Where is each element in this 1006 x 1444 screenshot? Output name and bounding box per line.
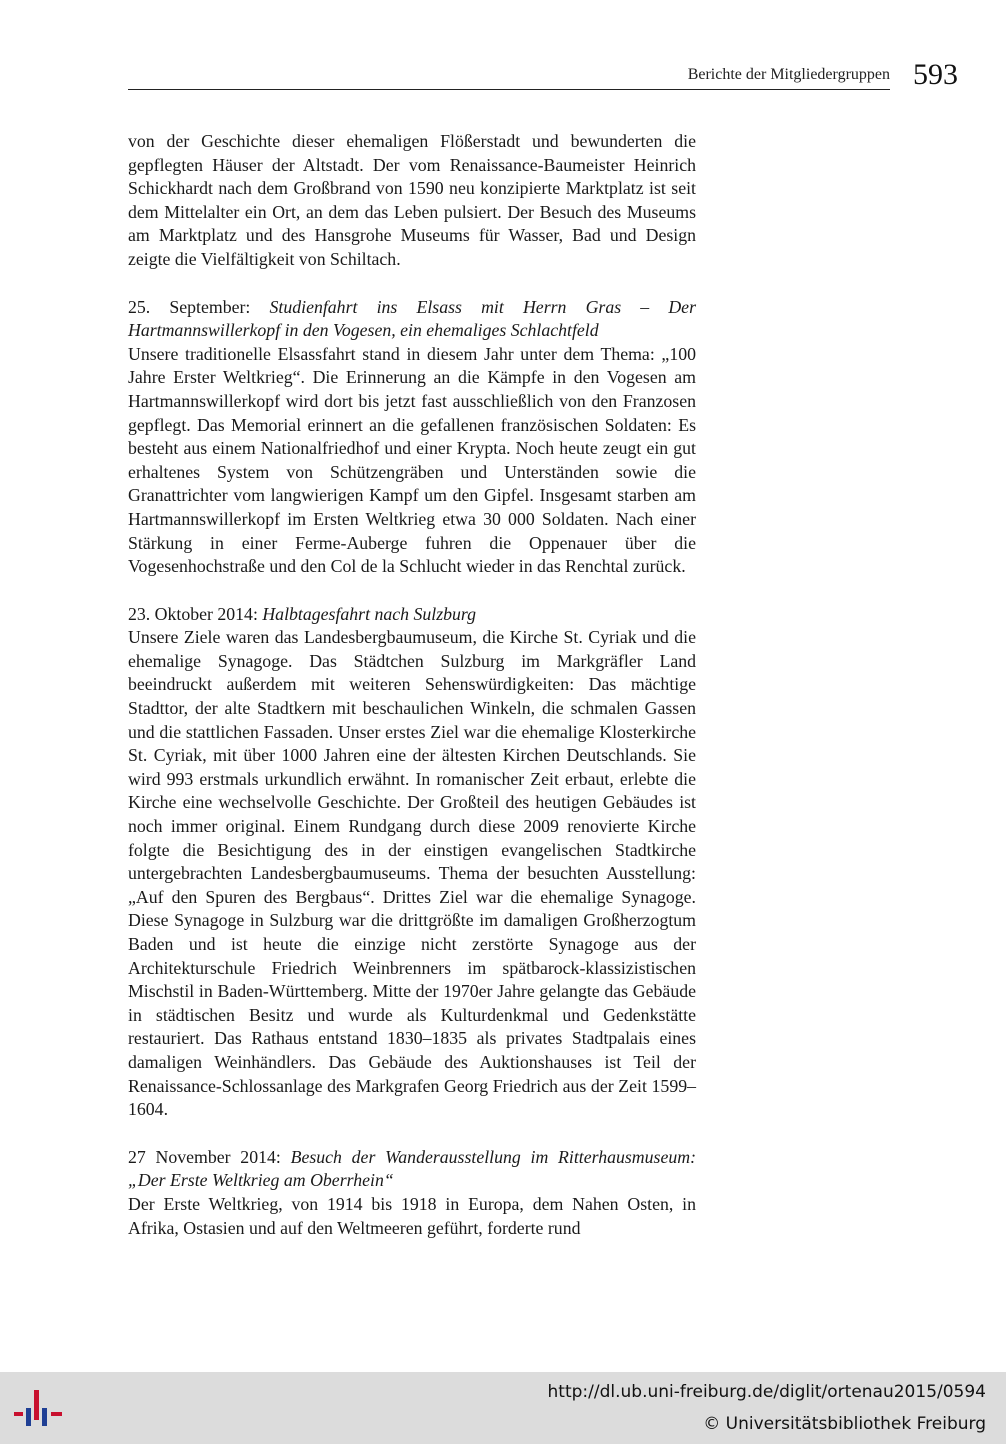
logo-left-bar — [14, 1412, 23, 1416]
section-september — [128, 296, 696, 579]
section-heading — [128, 1146, 696, 1193]
section-heading — [128, 296, 696, 343]
logo-bar-3 — [42, 1408, 47, 1426]
header-rule — [128, 89, 890, 90]
intro-paragraph: von der Geschichte dieser ehemaligen Flößerstadt und bewunderten die gepflegten Häuser der Altstadt. Der vom Renaissance-Baumeister Heinrich Schickhardt nach dem Großbrand von 1590 neu konzipierte Marktplatz ist seit dem Mittelalter ein Ort, an dem das Leben pulsiert. Der Besuch des Museums am Marktplatz und des Hansgrohe Museums für Wasser, Bad und Design zeigte die Vielfältigkeit von Schiltach. — [128, 131, 696, 269]
section-date: 27 November 2014: — [128, 1146, 281, 1167]
section-paragraph: Der Erste Weltkrieg, von 1914 bis 1918 in Europa, dem Nahen Osten, in Afrika, Ostasien und auf den Weltmeeren geführt, forderte rund — [128, 1193, 696, 1238]
logo-right-bar — [51, 1412, 62, 1416]
section-heading — [128, 603, 696, 627]
logo-bar-1 — [26, 1408, 31, 1426]
copyright-notice: © Universitätsbibliothek Freiburg — [703, 1414, 986, 1434]
library-footer — [0, 1372, 1006, 1444]
running-header-title: Berichte der Mitgliedergruppen — [687, 66, 890, 83]
section-november — [128, 1146, 696, 1240]
section-oktober — [128, 603, 696, 1122]
section-paragraph: Unsere Ziele waren das Landesbergbaumuseum, die Kirche St. Cyriak und die ehemalige Synagoge. Das Städtchen Sulzburg im Markgräfler Land beeindruckt außerdem mit weiteren Sehenswürdigkeiten: Das mächtige Stadttor, der alte Stadtkern mit beschaulichen Winkeln, die schmalen Gassen und die stattlichen Fassaden. Unser erstes Ziel war die ehemalige Klosterkirche St. Cyriak, mit über 1000 Jahren eine der ältesten Kirchen Deutschlands. Sie wird 993 erstmals urkundlich erwähnt. In romanischer Zeit erbaut, erlebte die Kirche eine wechselvolle Geschichte. Der Großteil des heutigen Gebäudes ist noch immer original. Einem Rundgang durch diese 2009 renovierte Kirche folgte die Besichtigung des in der einstigen evangelischen Stadtkirche untergebrachten Landesbergbaumuseums. Thema der besuchten Ausstellung: „Auf den Spuren des Bergbaus“. Drittes Ziel war die ehemalige Synagoge. Diese Synagoge in Sulzburg war die drittgrößte im damaligen Großherzogtum Baden und ist heute die einzige nicht zerstörte Synagoge aus der Architekturschule Friedrich Weinbrenners im spätbarock-klassizistischen Mischstil in Baden-Württemberg. Mitte der 1970er Jahre gelangte das Gebäude in städtischen Besitz und wurde als Kulturdenkmal und Gedenkstätte restauriert. Das Rathaus entstand 1830–1835 als privates Stadtpalais eines damaligen Weinhändlers. Das Gebäude des Auktionshauses ist Teil der Renaissance-Schlossanlage des Markgrafen Georg Friedrich aus der Zeit 1599–1604. — [128, 627, 696, 1120]
section-date: 25. September: — [128, 296, 251, 317]
page-number: 593 — [913, 58, 958, 91]
running-header — [128, 58, 958, 92]
section-paragraph: Unsere traditionelle Elsassfahrt stand in diesem Jahr unter dem Thema: „100 Jahre Erster Weltkrieg“. Die Erinnerung an die Kämpfe in den Vogesen am Hartmannswillerkopf wird dort bis jetzt fast ausschließlich von den Franzosen gepflegt. Das Memorial erinnert an die gefallenen französischen Soldaten: Es besteht aus einem Nationalfriedhof und einer Krypta. Noch heute zeugt ein gut erhaltenes System von Schützengräben und Unterständen sowie die Granattrichter vom langwierigen Kampf um den Gipfel. Insgesamt starben am Hartmannswillerkopf im Ersten Weltkrieg etwa 30 000 Soldaten. Nach einer Stärkung in einer Ferme-Auberge fuhren die Oppenauer über die Vogesenhochstraße und den Col de la Schlucht wieder in das Renchtal zurück. — [128, 343, 696, 577]
section-topic: Besuch der Wanderausstellung im Ritterhausmuseum: „Der Erste Weltkrieg am Oberrhein“ — [128, 1146, 696, 1191]
source-url-link[interactable]: http://dl.ub.uni-freiburg.de/diglit/ortenau2015/0594 — [547, 1382, 986, 1402]
section-topic: Halbtagesfahrt nach Sulzburg — [262, 603, 477, 624]
library-logo-icon — [14, 1384, 64, 1434]
section-date: 23. Oktober 2014: — [128, 603, 258, 624]
logo-bar-2 — [34, 1390, 39, 1420]
section-topic: Studienfahrt ins Elsass mit Herrn Gras – Der Hartmannswillerkopf in den Vogesen, ein ehemaliges Schlachtfeld — [128, 296, 696, 341]
page-body — [128, 130, 696, 1240]
